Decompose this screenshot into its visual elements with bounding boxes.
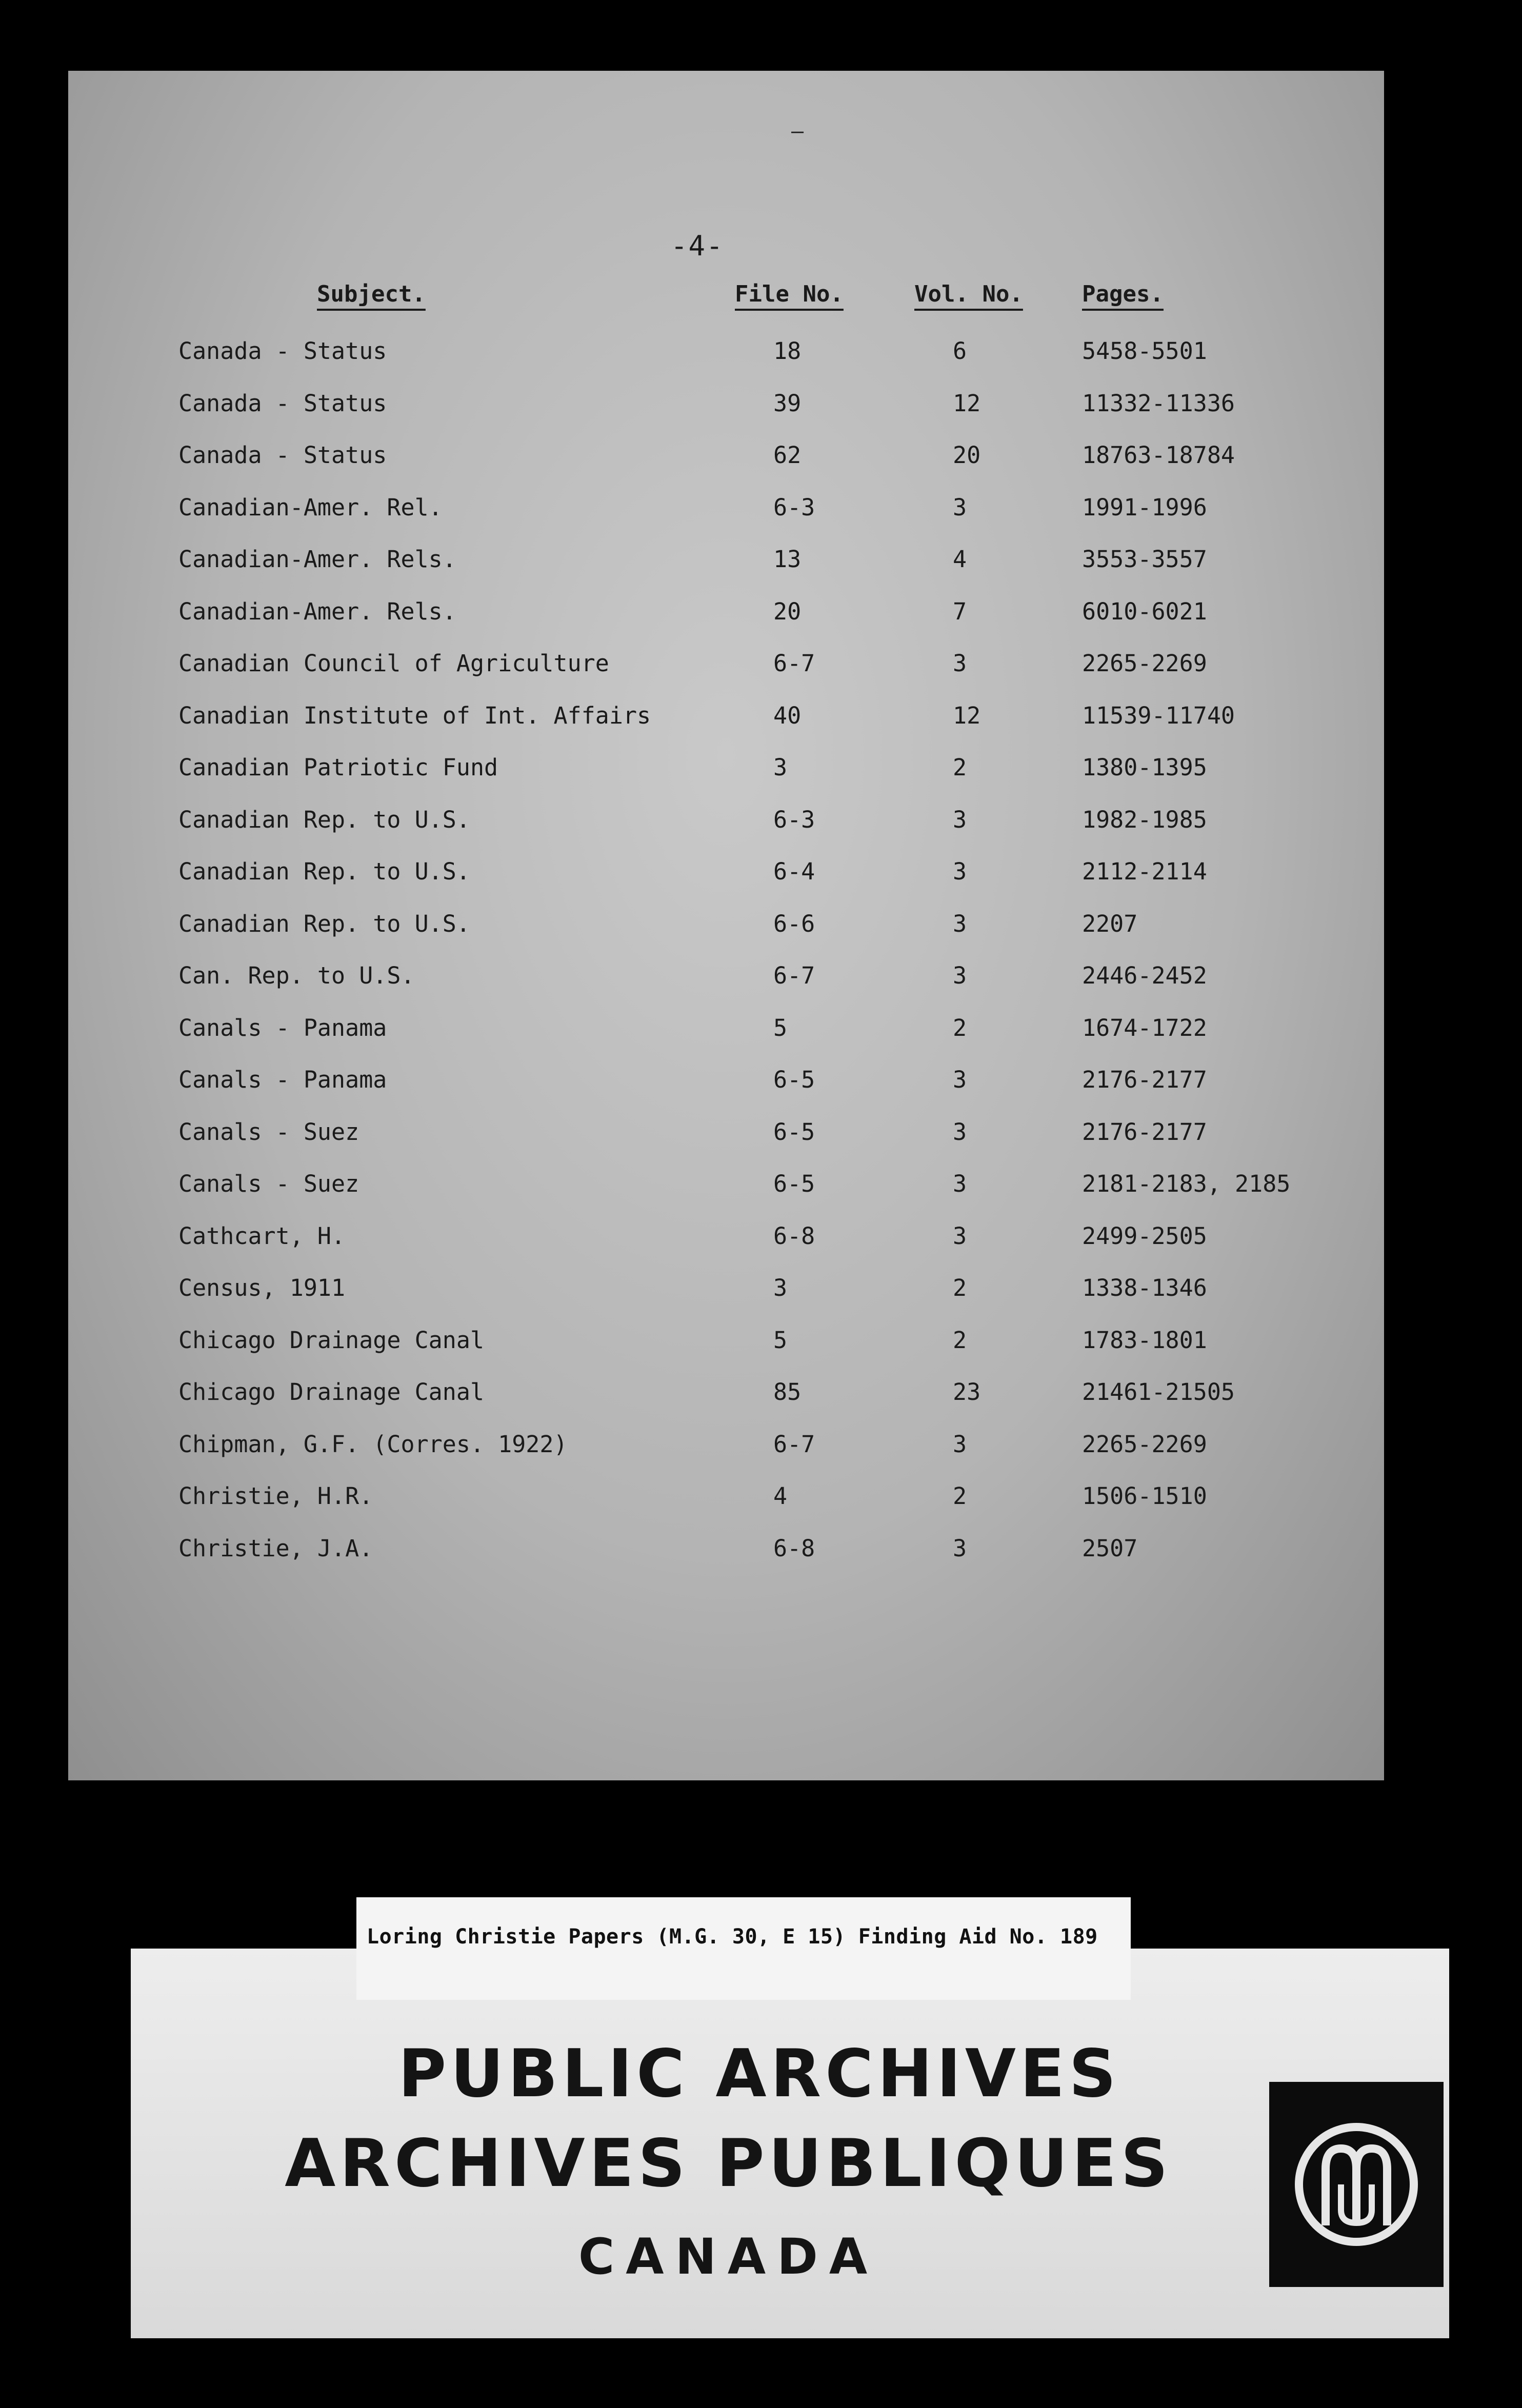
row-vol-no: 3 [953,1118,967,1146]
row-subject: Canadian-Amer. Rel. [178,494,443,521]
row-vol-no: 2 [953,754,967,781]
row-vol-no: 12 [953,390,981,417]
archives-line-country: CANADA [578,2228,879,2285]
row-vol-no: 12 [953,702,981,729]
row-subject: Chipman, G.F. (Corres. 1922) [178,1431,568,1458]
row-file-no: 3 [773,754,788,781]
row-subject: Christie, J.A. [178,1535,373,1562]
row-file-no: 5 [773,1014,788,1041]
row-vol-no: 3 [953,1222,967,1250]
row-subject: Cathcart, H. [178,1222,346,1250]
table-row [68,1274,1384,1326]
row-pages: 11332-11336 [1082,390,1235,417]
row-vol-no: 3 [953,858,967,885]
row-pages: 1674-1722 [1082,1014,1207,1041]
row-subject: Canadian Rep. to U.S. [178,806,470,833]
header-subject: Subject. [317,281,426,307]
row-pages: 5458-5501 [1082,337,1207,365]
archives-line-english: PUBLIC ARCHIVES [398,2036,1120,2112]
row-subject: Canadian-Amer. Rels. [178,546,456,573]
row-subject: Canals - Panama [178,1014,387,1041]
table-row [68,1066,1384,1117]
row-pages: 2265-2269 [1082,1431,1207,1458]
row-vol-no: 3 [953,1535,967,1562]
row-subject: Canals - Suez [178,1118,359,1146]
public-archives-emblem-icon [1269,2082,1444,2287]
table-row [68,494,1384,545]
row-file-no: 3 [773,1274,788,1301]
table-row [68,1170,1384,1221]
table-row [68,1431,1384,1482]
row-subject: Canadian Council of Agriculture [178,650,609,677]
table-row [68,1482,1384,1534]
row-vol-no: 2 [953,1327,967,1354]
row-pages: 2176-2177 [1082,1118,1207,1146]
row-pages: 1783-1801 [1082,1327,1207,1354]
row-subject: Census, 1911 [178,1274,346,1301]
row-vol-no: 3 [953,962,967,989]
table-row [68,1327,1384,1378]
row-pages: 11539-11740 [1082,702,1235,729]
row-pages: 2207 [1082,910,1138,937]
row-subject: Christie, H.R. [178,1482,373,1510]
row-pages: 1982-1985 [1082,806,1207,833]
row-file-no: 85 [773,1378,802,1406]
row-vol-no: 3 [953,494,967,521]
row-subject: Canadian-Amer. Rels. [178,598,456,625]
row-pages: 18763-18784 [1082,442,1235,469]
row-file-no: 20 [773,598,802,625]
table-row [68,1118,1384,1170]
row-subject: Canada - Status [178,442,387,469]
header-file-no: File No. [735,281,844,307]
row-subject: Canadian Patriotic Fund [178,754,498,781]
table-row [68,546,1384,597]
table-row [68,754,1384,805]
row-file-no: 6-5 [773,1170,815,1197]
row-pages: 2176-2177 [1082,1066,1207,1093]
row-subject: Can. Rep. to U.S. [178,962,415,989]
row-vol-no: 3 [953,650,967,677]
row-vol-no: 20 [953,442,981,469]
archives-card [131,1949,1449,2338]
row-file-no: 6-5 [773,1066,815,1093]
row-vol-no: 3 [953,910,967,937]
row-file-no: 6-7 [773,962,815,989]
row-vol-no: 23 [953,1378,981,1406]
row-pages: 1506-1510 [1082,1482,1207,1510]
row-file-no: 6-5 [773,1118,815,1146]
row-pages: 6010-6021 [1082,598,1207,625]
header-pages: Pages. [1082,281,1164,307]
row-subject: Canadian Institute of Int. Affairs [178,702,651,729]
row-file-no: 6-3 [773,806,815,833]
row-subject: Canadian Rep. to U.S. [178,858,470,885]
row-vol-no: 3 [953,1431,967,1458]
row-subject: Canals - Suez [178,1170,359,1197]
row-vol-no: 3 [953,1066,967,1093]
page-number: -4- [671,230,724,262]
row-file-no: 6-3 [773,494,815,521]
row-vol-no: 2 [953,1482,967,1510]
row-pages: 2446-2452 [1082,962,1207,989]
row-subject: Chicago Drainage Canal [178,1327,485,1354]
row-pages: 3553-3557 [1082,546,1207,573]
table-row [68,910,1384,961]
row-file-no: 6-7 [773,1431,815,1458]
row-pages: 1338-1346 [1082,1274,1207,1301]
archives-line-french: ARCHIVES PUBLIQUES [285,2125,1172,2202]
row-pages: 21461-21505 [1082,1378,1235,1406]
table-row [68,442,1384,493]
row-pages: 2112-2114 [1082,858,1207,885]
table-row [68,650,1384,701]
row-subject: Canals - Panama [178,1066,387,1093]
row-pages: 2181-2183, 2185 [1082,1170,1291,1197]
row-pages: 2507 [1082,1535,1138,1562]
table-row [68,1014,1384,1066]
row-pages: 2499-2505 [1082,1222,1207,1250]
table-row [68,1535,1384,1586]
table-row [68,1378,1384,1430]
finding-aid-label: Loring Christie Papers (M.G. 30, E 15) Finding Aid No. 189 [356,1897,1131,2000]
row-vol-no: 4 [953,546,967,573]
row-file-no: 62 [773,442,802,469]
row-vol-no: 2 [953,1274,967,1301]
row-file-no: 6-6 [773,910,815,937]
table-row [68,337,1384,389]
row-file-no: 18 [773,337,802,365]
row-file-no: 13 [773,546,802,573]
row-file-no: 4 [773,1482,788,1510]
row-file-no: 39 [773,390,802,417]
row-vol-no: 3 [953,806,967,833]
row-pages: 1380-1395 [1082,754,1207,781]
row-file-no: 6-7 [773,650,815,677]
row-vol-no: 2 [953,1014,967,1041]
row-file-no: 5 [773,1327,788,1354]
row-file-no: 6-4 [773,858,815,885]
row-file-no: 6-8 [773,1535,815,1562]
table-row [68,598,1384,649]
row-file-no: 6-8 [773,1222,815,1250]
row-pages: 2265-2269 [1082,650,1207,677]
row-pages: 1991-1996 [1082,494,1207,521]
header-vol-no: Vol. No. [914,281,1023,307]
table-row [68,1222,1384,1274]
row-subject: Canada - Status [178,337,387,365]
table-row [68,806,1384,857]
table-row [68,702,1384,753]
row-vol-no: 6 [953,337,967,365]
row-subject: Canadian Rep. to U.S. [178,910,470,937]
row-vol-no: 7 [953,598,967,625]
row-subject: Chicago Drainage Canal [178,1378,485,1406]
row-file-no: 40 [773,702,802,729]
row-vol-no: 3 [953,1170,967,1197]
table-row [68,858,1384,909]
top-mark: ‒ [791,119,804,143]
table-row [68,390,1384,441]
row-subject: Canada - Status [178,390,387,417]
table-row [68,962,1384,1013]
document-page [68,71,1384,1780]
